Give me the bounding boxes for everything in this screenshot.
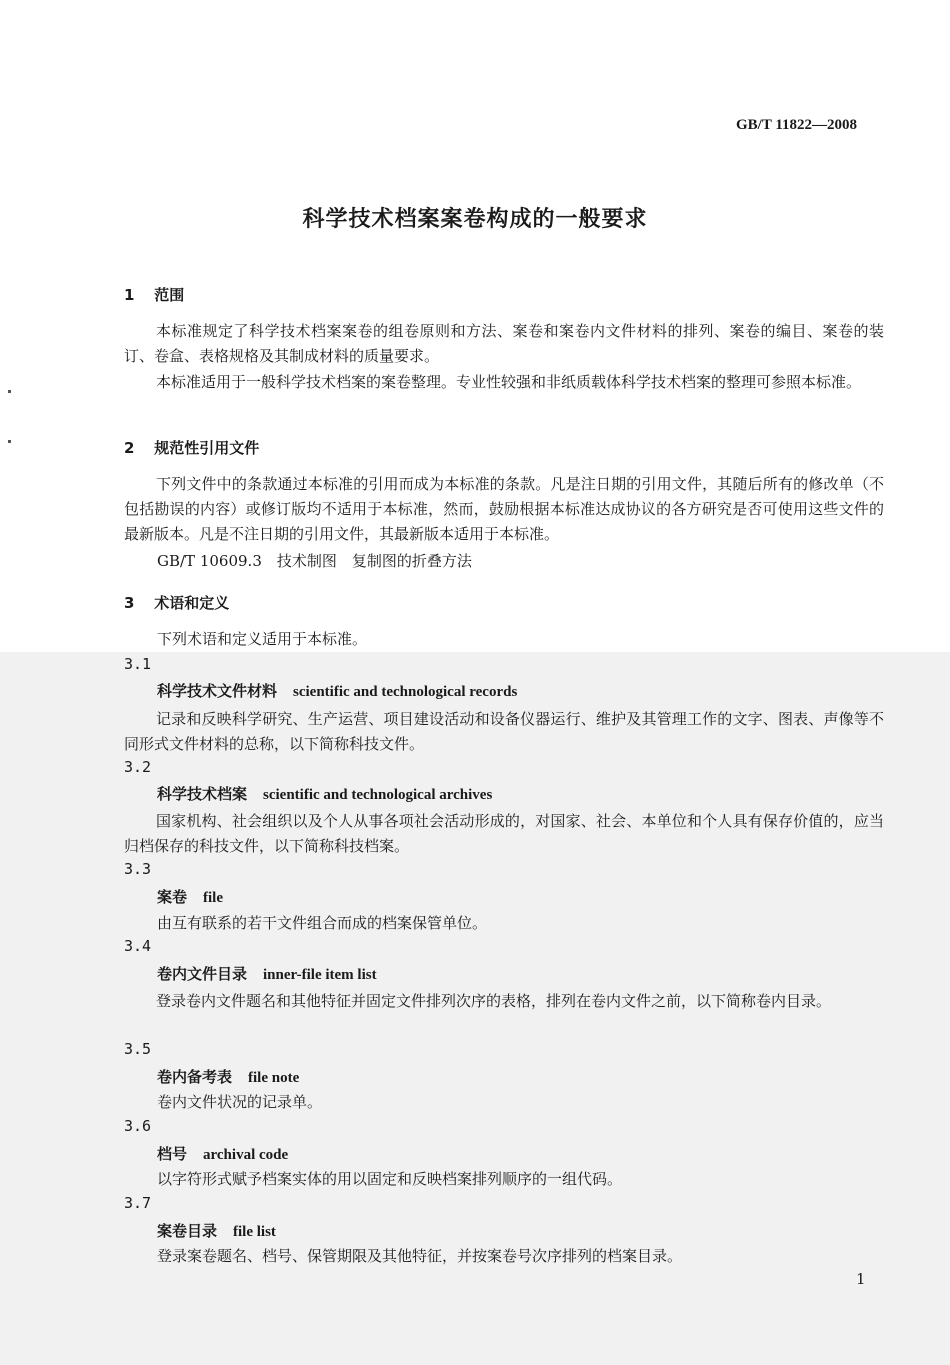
term-title bbox=[157, 963, 377, 984]
term-zh: 档号 bbox=[157, 1145, 188, 1163]
term-definition: 国家机构、社会组织以及个人从事各项社会活动形成的，对国家、社会、本单位和个人具有保存价值的，应当归档保存的科技文件，以下简称科技档案。 bbox=[124, 812, 884, 855]
term-number: 3.7 bbox=[124, 1194, 152, 1212]
scope-paragraph-2: 本标准适用于一般科学技术档案的案卷整理。专业性较强和非纸质载体科学技术档案的整理可参照本标准。 bbox=[156, 373, 862, 391]
term-zh: 科学技术文件材料 bbox=[157, 682, 278, 700]
term-title bbox=[157, 783, 492, 804]
term-title bbox=[157, 886, 223, 907]
term-en: file list bbox=[233, 1224, 276, 1240]
reference-item: GB/T 10609.3 技术制图 复制图的折叠方法 bbox=[157, 552, 472, 570]
term-title bbox=[157, 680, 517, 701]
term-number: 3.5 bbox=[124, 1040, 152, 1058]
term-title bbox=[157, 1220, 276, 1241]
term-en: file bbox=[203, 890, 224, 906]
term-number: 3.6 bbox=[124, 1117, 152, 1135]
term-number: 3.1 bbox=[124, 655, 152, 673]
term-zh: 案卷 bbox=[157, 888, 188, 906]
term-en: scientific and technological archives bbox=[263, 787, 493, 803]
term-zh: 案卷目录 bbox=[157, 1222, 218, 1240]
term-definition: 登录卷内文件题名和其他特征并固定文件排列次序的表格，排列在卷内文件之前，以下简称卷内目录。 bbox=[156, 992, 832, 1010]
document-title: 科学技术档案案卷构成的一般要求 bbox=[302, 207, 648, 232]
term-en: scientific and technological records bbox=[293, 684, 518, 700]
term-definition: 登录案卷题名、档号、保管期限及其他特征，并按案卷号次序排列的档案目录。 bbox=[157, 1247, 683, 1265]
term-title bbox=[157, 1066, 299, 1087]
section-3-heading bbox=[124, 592, 229, 613]
section-1-heading bbox=[124, 284, 184, 305]
term-definition: 由互有联系的若干文件组合而成的档案保管单位。 bbox=[157, 914, 488, 932]
references-paragraph: 下列文件中的条款通过本标准的引用而成为本标准的条款。凡是注日期的引用文件，其随后所有的修改单（不包括勘误的内容）或修订版均不适用于本标准，然而，鼓励根据本标准达成协议的各方研究是否可使用这些文件的最新版本。凡是不注日期的引用文件，其最新版本适用于本标准。 bbox=[124, 475, 884, 543]
term-number: 3.3 bbox=[124, 860, 152, 878]
section-title: 规范性引用文件 bbox=[154, 439, 260, 457]
term-title bbox=[157, 1143, 288, 1164]
term-zh: 卷内文件目录 bbox=[157, 965, 248, 983]
term-number: 3.4 bbox=[124, 937, 152, 955]
scope-paragraph-1: 本标准规定了科学技术档案案卷的组卷原则和方法、案卷和案卷内文件材料的排列、案卷的编目、案卷的装订、卷盒、表格规格及其制成材料的质量要求。 bbox=[124, 322, 884, 365]
section-title: 术语和定义 bbox=[154, 594, 230, 612]
section-number: 2 bbox=[124, 439, 135, 457]
section-number: 1 bbox=[124, 286, 135, 304]
section-title: 范围 bbox=[154, 286, 185, 304]
term-en: file note bbox=[248, 1070, 300, 1086]
section-number: 3 bbox=[124, 594, 135, 612]
term-definition: 记录和反映科学研究、生产运营、项目建设活动和设备仪器运行、维护及其管理工作的文字、图表、声像等不同形式文件材料的总称，以下简称科技文件。 bbox=[124, 710, 884, 753]
terms-intro: 下列术语和定义适用于本标准。 bbox=[157, 630, 368, 648]
section-2-heading bbox=[124, 437, 259, 458]
term-en: inner-file item list bbox=[263, 967, 377, 983]
scan-speck bbox=[8, 440, 11, 443]
term-definition: 以字符形式赋予档案实体的用以固定和反映档案排列顺序的一组代码。 bbox=[157, 1170, 623, 1188]
term-zh: 卷内备考表 bbox=[157, 1068, 233, 1086]
term-en: archival code bbox=[203, 1147, 289, 1163]
term-zh: 科学技术档案 bbox=[157, 785, 248, 803]
page-number: 1 bbox=[856, 1270, 866, 1288]
scan-speck bbox=[8, 390, 11, 393]
term-definition: 卷内文件状况的记录单。 bbox=[157, 1093, 323, 1111]
term-number: 3.2 bbox=[124, 758, 152, 776]
standard-number: GB/T 11822—2008 bbox=[736, 117, 857, 133]
